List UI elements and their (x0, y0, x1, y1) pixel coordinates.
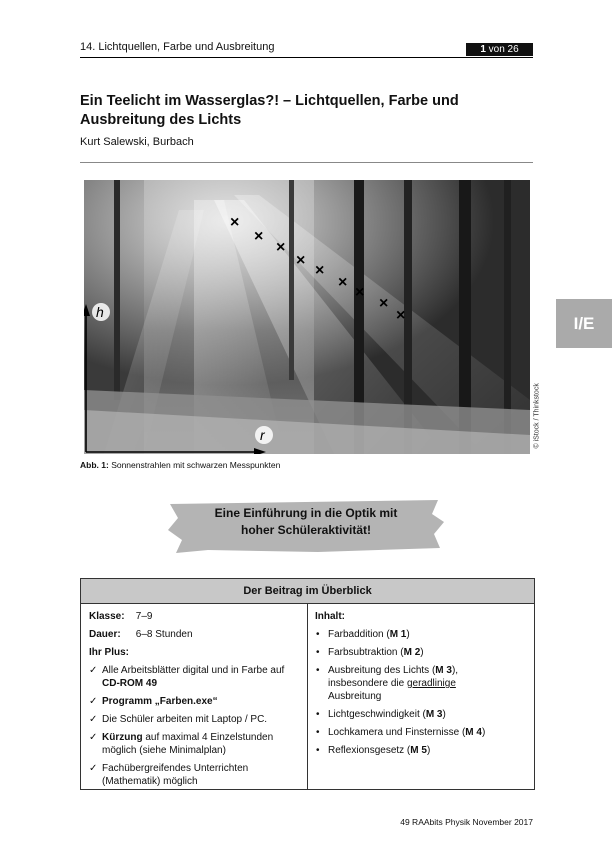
bullet-icon: • (316, 647, 320, 658)
content-item: • Farbaddition (M 1) (316, 629, 410, 640)
banner-text (168, 505, 444, 539)
check-icon: ✓ (89, 696, 98, 707)
measure-point-7: × (355, 284, 365, 301)
plus-item: ✓ Alle Arbeitsblätter digital und in Farbe auf CD-ROM 49 (89, 665, 285, 689)
right-column (315, 610, 527, 762)
header-rule (80, 57, 533, 58)
overview-table (80, 578, 535, 790)
content-item: • Ausbreitung des Lichts (M 3), insbesondere die geradlinige Ausbreitung (316, 665, 459, 702)
bullet-icon: • (316, 745, 320, 756)
klasse-row (89, 610, 301, 623)
forest-photo (84, 180, 530, 454)
bullet-icon: • (316, 727, 320, 738)
bullet-icon: • (316, 629, 320, 640)
bullet-icon: • (316, 665, 320, 676)
caption-prefix: Abb. 1: (80, 460, 109, 470)
measure-point-8: × (379, 295, 389, 312)
plus-label: Ihr Plus: (89, 647, 130, 658)
author: Kurt Salewski, Burbach (80, 136, 194, 148)
measure-point-9: × (396, 307, 406, 324)
measure-point-2: × (254, 228, 264, 245)
page-footer: 49 RAAbits Physik November 2017 (400, 817, 533, 827)
article-title: Ein Teelicht im Wasserglas?! – Lichtquellen, Farbe und Ausbreitung des Lichts (80, 93, 459, 128)
page-number: 1 (480, 44, 486, 55)
content-item: • Lichtgeschwindigkeit (M 3) (316, 709, 446, 720)
plus-item: ✓ Kürzung auf maximal 4 Einzelstunden möglich (siehe Minimalplan) (89, 732, 274, 756)
column-divider (307, 604, 308, 789)
dauer-value: 6–8 Stunden (135, 629, 193, 640)
section-tab: I/E (556, 299, 612, 348)
photo-credit-text: © iStock / Thinkstock (533, 383, 541, 449)
axis-label-h: h (96, 304, 104, 320)
bullet-icon: • (316, 709, 320, 720)
plus-item: ✓ Fachübergreifendes Unterrichten (Mathematik) möglich (89, 763, 249, 787)
dauer-row (89, 628, 301, 641)
check-icon: ✓ (89, 665, 98, 676)
measure-point-1: × (230, 214, 240, 231)
plus-item: ✓ Programm „Farben.exe“ (89, 696, 218, 707)
content-item: • Farbsubtraktion (M 2) (316, 647, 424, 658)
figure-caption (80, 460, 280, 470)
page-total: von 26 (488, 44, 519, 55)
klasse-label: Klasse: (89, 611, 125, 622)
measure-point-4: × (296, 252, 306, 269)
photo-credit (532, 300, 542, 460)
plus-item: ✓ Die Schüler arbeiten mit Laptop / PC. (89, 714, 268, 725)
running-header: 14. Lichtquellen, Farbe und Ausbreitung (80, 41, 275, 53)
forest-photo-svg (84, 180, 530, 454)
measure-point-6: × (338, 274, 348, 291)
content-item: • Reflexionsgesetz (M 5) (316, 745, 431, 756)
check-icon: ✓ (89, 732, 98, 743)
table-title: Der Beitrag im Überblick (81, 579, 534, 604)
title-rule (80, 162, 533, 163)
check-icon: ✓ (89, 763, 98, 774)
measure-point-3: × (276, 239, 286, 256)
content-item: • Lochkamera und Finsternisse (M 4) (316, 727, 486, 738)
page-indicator (466, 43, 533, 56)
measure-point-5: × (315, 262, 325, 279)
caption-text: Sonnenstrahlen mit schwarzen Messpunkten (111, 460, 281, 470)
klasse-value: 7–9 (135, 611, 153, 622)
banner-line-1: Eine Einführung in die Optik mit (214, 506, 398, 520)
banner-line-2: hoher Schüleraktivität! (240, 523, 372, 537)
check-icon: ✓ (89, 714, 98, 725)
left-column (89, 610, 301, 793)
axis-label-r: r (260, 427, 265, 443)
inhalt-label: Inhalt: (315, 611, 345, 622)
dauer-label: Dauer: (89, 629, 121, 640)
